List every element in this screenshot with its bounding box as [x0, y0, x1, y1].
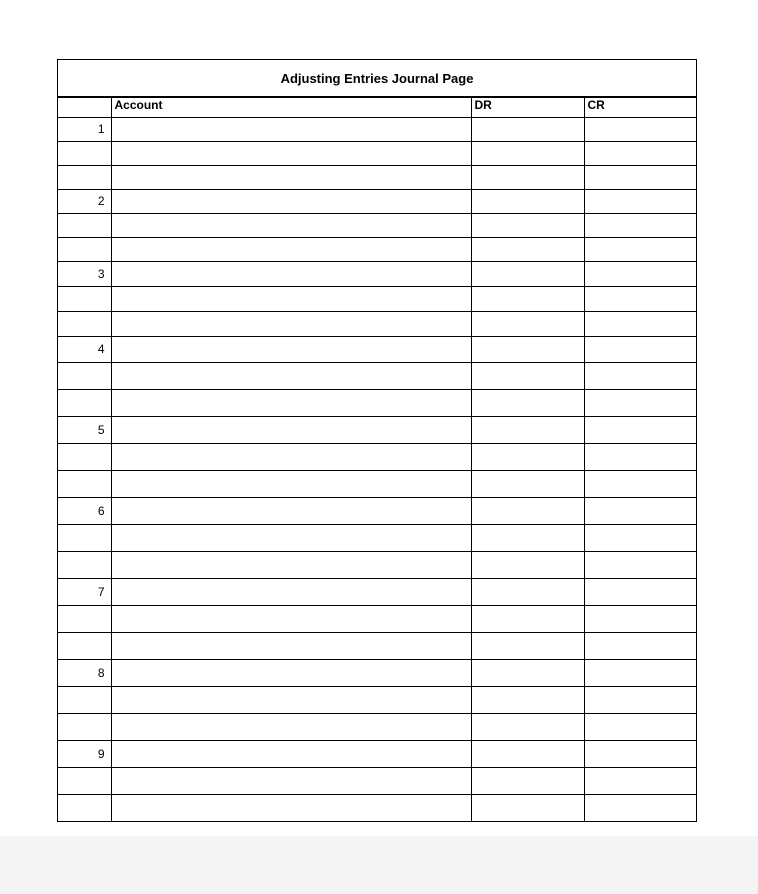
cr-cell[interactable]	[584, 286, 696, 311]
journal-row	[58, 213, 696, 237]
cr-cell[interactable]	[584, 632, 696, 659]
journal-row	[58, 551, 696, 578]
journal-row	[58, 524, 696, 551]
account-cell[interactable]	[111, 713, 471, 740]
dr-cell[interactable]	[471, 237, 584, 261]
entry-number-blank	[58, 141, 111, 165]
cr-cell[interactable]	[584, 336, 696, 362]
journal-table	[58, 98, 696, 822]
dr-cell[interactable]	[471, 261, 584, 286]
dr-cell[interactable]	[471, 686, 584, 713]
entry-number-blank	[58, 362, 111, 389]
journal-row	[58, 141, 696, 165]
journal-row	[58, 578, 696, 605]
cr-cell[interactable]	[584, 416, 696, 443]
journal-row	[58, 470, 696, 497]
account-cell[interactable]	[111, 416, 471, 443]
cr-cell[interactable]	[584, 659, 696, 686]
entry-number-blank	[58, 551, 111, 578]
dr-cell[interactable]	[471, 286, 584, 311]
entry-number-blank	[58, 213, 111, 237]
cr-cell[interactable]	[584, 165, 696, 189]
journal-row	[58, 362, 696, 389]
cr-cell[interactable]	[584, 213, 696, 237]
cr-cell[interactable]	[584, 578, 696, 605]
dr-header: DR	[471, 98, 584, 117]
account-cell[interactable]	[111, 794, 471, 821]
journal-row	[58, 767, 696, 794]
entry-number: 6	[58, 497, 111, 524]
cr-cell[interactable]	[584, 362, 696, 389]
account-cell[interactable]	[111, 470, 471, 497]
account-cell[interactable]	[111, 389, 471, 416]
dr-cell[interactable]	[471, 740, 584, 767]
dr-cell[interactable]	[471, 605, 584, 632]
cr-cell[interactable]	[584, 551, 696, 578]
dr-cell[interactable]	[471, 470, 584, 497]
journal-row	[58, 443, 696, 470]
entry-number: 7	[58, 578, 111, 605]
entry-number-blank	[58, 524, 111, 551]
entry-number-blank	[58, 470, 111, 497]
account-cell[interactable]	[111, 767, 471, 794]
entry-number-blank	[58, 686, 111, 713]
account-cell[interactable]	[111, 686, 471, 713]
account-cell[interactable]	[111, 286, 471, 311]
account-cell[interactable]	[111, 443, 471, 470]
dr-cell[interactable]	[471, 524, 584, 551]
dr-cell[interactable]	[471, 311, 584, 336]
journal-body	[58, 117, 696, 821]
account-cell[interactable]	[111, 336, 471, 362]
journal-row	[58, 189, 696, 213]
cr-cell[interactable]	[584, 311, 696, 336]
cr-cell[interactable]	[584, 605, 696, 632]
journal-row	[58, 117, 696, 141]
dr-cell[interactable]	[471, 497, 584, 524]
entry-number: 3	[58, 261, 111, 286]
account-cell[interactable]	[111, 659, 471, 686]
cr-cell[interactable]	[584, 389, 696, 416]
entry-number-blank	[58, 605, 111, 632]
account-cell[interactable]	[111, 605, 471, 632]
dr-cell[interactable]	[471, 794, 584, 821]
entry-number-header	[58, 98, 111, 117]
account-cell[interactable]	[111, 141, 471, 165]
dr-cell[interactable]	[471, 213, 584, 237]
journal-row	[58, 632, 696, 659]
dr-cell[interactable]	[471, 165, 584, 189]
page-title: Adjusting Entries Journal Page	[58, 60, 696, 98]
entry-number: 9	[58, 740, 111, 767]
account-cell[interactable]	[111, 578, 471, 605]
journal-row	[58, 713, 696, 740]
dr-cell[interactable]	[471, 336, 584, 362]
entry-number-blank	[58, 165, 111, 189]
account-cell[interactable]	[111, 311, 471, 336]
cr-cell[interactable]	[584, 497, 696, 524]
cr-cell[interactable]	[584, 443, 696, 470]
journal-sheet	[57, 59, 697, 822]
entry-number-blank	[58, 443, 111, 470]
account-cell[interactable]	[111, 497, 471, 524]
journal-row	[58, 286, 696, 311]
dr-cell[interactable]	[471, 659, 584, 686]
cr-cell[interactable]	[584, 794, 696, 821]
cr-cell[interactable]	[584, 740, 696, 767]
account-cell[interactable]	[111, 362, 471, 389]
journal-row	[58, 336, 696, 362]
entry-number-blank	[58, 389, 111, 416]
entry-number-blank	[58, 237, 111, 261]
account-cell[interactable]	[111, 524, 471, 551]
account-cell[interactable]	[111, 261, 471, 286]
cr-cell[interactable]	[584, 189, 696, 213]
entry-number: 5	[58, 416, 111, 443]
journal-row	[58, 794, 696, 821]
cr-cell[interactable]	[584, 470, 696, 497]
dr-cell[interactable]	[471, 551, 584, 578]
entry-number: 4	[58, 336, 111, 362]
journal-row	[58, 261, 696, 286]
entry-number-blank	[58, 632, 111, 659]
dr-cell[interactable]	[471, 443, 584, 470]
account-cell[interactable]	[111, 189, 471, 213]
dr-cell[interactable]	[471, 362, 584, 389]
entry-number: 2	[58, 189, 111, 213]
journal-row	[58, 686, 696, 713]
entry-number-blank	[58, 767, 111, 794]
account-cell[interactable]	[111, 117, 471, 141]
cr-cell[interactable]	[584, 713, 696, 740]
account-cell[interactable]	[111, 237, 471, 261]
dr-cell[interactable]	[471, 632, 584, 659]
journal-row	[58, 237, 696, 261]
dr-cell[interactable]	[471, 713, 584, 740]
dr-cell[interactable]	[471, 767, 584, 794]
entry-number-blank	[58, 311, 111, 336]
dr-cell[interactable]	[471, 578, 584, 605]
cr-cell[interactable]	[584, 524, 696, 551]
journal-row	[58, 605, 696, 632]
journal-row	[58, 311, 696, 336]
cr-cell[interactable]	[584, 686, 696, 713]
cr-cell[interactable]	[584, 767, 696, 794]
dr-cell[interactable]	[471, 389, 584, 416]
window-bottom-bar	[0, 836, 758, 894]
account-cell[interactable]	[111, 740, 471, 767]
cr-cell[interactable]	[584, 141, 696, 165]
journal-row	[58, 497, 696, 524]
entry-number: 1	[58, 117, 111, 141]
cr-header: CR	[584, 98, 696, 117]
account-cell[interactable]	[111, 213, 471, 237]
journal-row	[58, 659, 696, 686]
account-cell[interactable]	[111, 165, 471, 189]
entry-number: 8	[58, 659, 111, 686]
journal-row	[58, 165, 696, 189]
dr-cell[interactable]	[471, 141, 584, 165]
account-header: Account	[111, 98, 471, 117]
account-cell[interactable]	[111, 551, 471, 578]
dr-cell[interactable]	[471, 189, 584, 213]
entry-number-blank	[58, 794, 111, 821]
cr-cell[interactable]	[584, 117, 696, 141]
entry-number-blank	[58, 286, 111, 311]
account-cell[interactable]	[111, 632, 471, 659]
header-row	[58, 98, 696, 117]
cr-cell[interactable]	[584, 237, 696, 261]
journal-row	[58, 416, 696, 443]
journal-row	[58, 389, 696, 416]
cr-cell[interactable]	[584, 261, 696, 286]
entry-number-blank	[58, 713, 111, 740]
dr-cell[interactable]	[471, 416, 584, 443]
journal-row	[58, 740, 696, 767]
dr-cell[interactable]	[471, 117, 584, 141]
